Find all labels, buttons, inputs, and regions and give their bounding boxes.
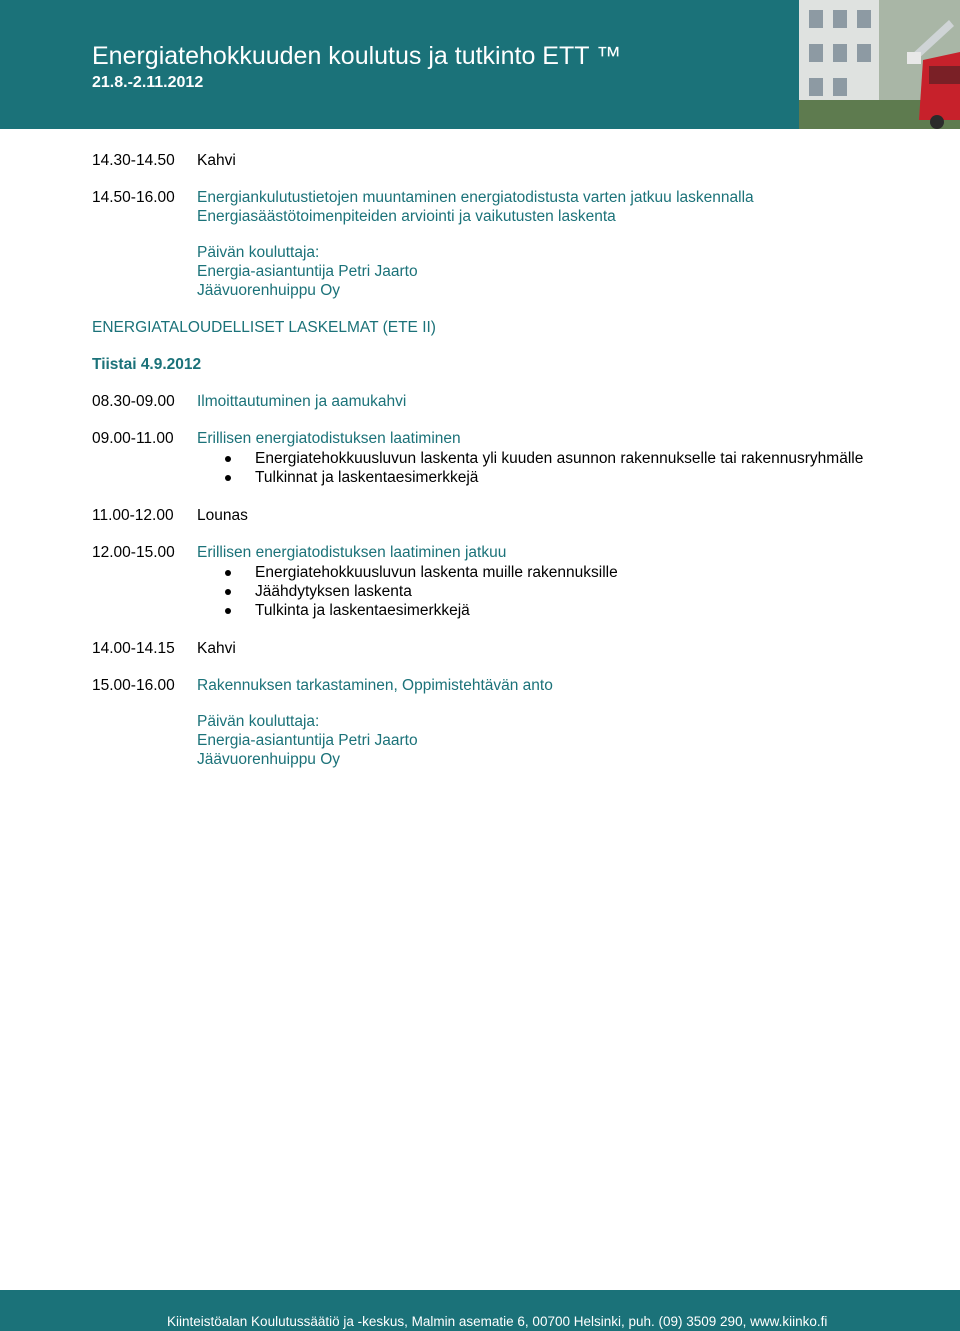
- list-item: Energiatehokkuusluvun laskenta muille rakennuksille: [222, 563, 618, 582]
- page-header: [0, 0, 960, 129]
- session-title: Erillisen energiatodistuksen laatiminen: [197, 430, 461, 447]
- session-title: Energiankulutustietojen muuntaminen energiatodistusta varten jatkuu laskennalla: [197, 189, 754, 206]
- session-title: Erillisen energiatodistuksen laatiminen jatkuu: [197, 544, 507, 561]
- page-title: Energiatehokkuuden koulutus ja tutkinto ETT ™: [92, 42, 622, 70]
- trainer-label: Päivän kouluttaja:: [197, 244, 320, 261]
- trainer-company: Jäävuorenhuippu Oy: [197, 751, 341, 768]
- session-title: Rakennuksen tarkastaminen, Oppimistehtävän anto: [197, 677, 553, 694]
- time-slot: 09.00-11.00: [92, 430, 174, 447]
- course-dates: 21.8.-2.11.2012: [92, 74, 204, 91]
- day-heading: Tiistai 4.9.2012: [92, 356, 202, 373]
- session-subtitle: Energiasäästötoimenpiteiden arviointi ja vaikutusten laskenta: [197, 208, 616, 225]
- list-item: Tulkinta ja laskentaesimerkkejä: [222, 601, 618, 620]
- footer-contact: Kiinteistöalan Koulutussäätiö ja -keskus, Malmin asematie 6, 00700 Helsinki, puh. (09) 3509 290, www.kiinko.fi: [167, 1314, 828, 1329]
- time-slot: 11.00-12.00: [92, 507, 174, 524]
- building-photo: [799, 0, 960, 129]
- trainer-label: Päivän kouluttaja:: [197, 713, 320, 730]
- session-title: Kahvi: [197, 640, 236, 657]
- time-slot: 14.50-16.00: [92, 189, 175, 206]
- trainer-name: Energia-asiantuntija Petri Jaarto: [197, 263, 418, 280]
- bullet-list: [222, 449, 863, 487]
- bullet-list: [222, 563, 618, 620]
- session-title: Kahvi: [197, 152, 236, 169]
- session-title: Lounas: [197, 507, 248, 524]
- trainer-name: Energia-asiantuntija Petri Jaarto: [197, 732, 418, 749]
- time-slot: 15.00-16.00: [92, 677, 175, 694]
- list-item: Tulkinnat ja laskentaesimerkkejä: [222, 468, 863, 487]
- list-item: Jäähdytyksen laskenta: [222, 582, 618, 601]
- time-slot: 08.30-09.00: [92, 393, 175, 410]
- session-title: Ilmoittautuminen ja aamukahvi: [197, 393, 407, 410]
- time-slot: 14.00-14.15: [92, 640, 175, 657]
- page-footer: [0, 1290, 960, 1331]
- time-slot: 12.00-15.00: [92, 544, 175, 561]
- time-slot: 14.30-14.50: [92, 152, 175, 169]
- list-item: Energiatehokkuusluvun laskenta yli kuuden asunnon rakennukselle tai rakennusryhmälle: [222, 449, 863, 468]
- section-title: ENERGIATALOUDELLISET LASKELMAT (ETE II): [92, 319, 436, 336]
- trainer-company: Jäävuorenhuippu Oy: [197, 282, 341, 299]
